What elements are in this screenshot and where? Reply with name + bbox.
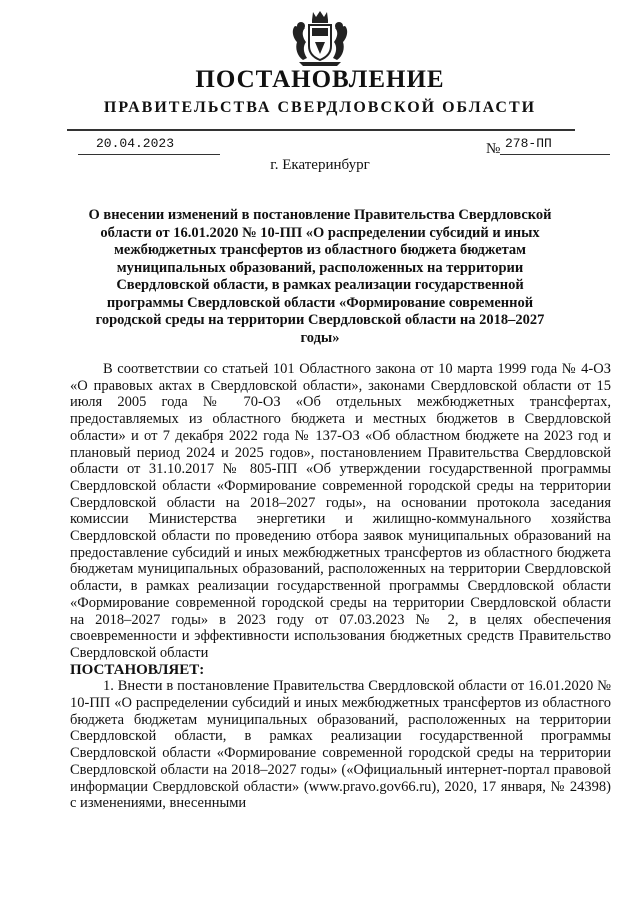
- city-line: г. Екатеринбург: [270, 157, 370, 173]
- number-underline: [500, 154, 610, 155]
- date-underline: [78, 154, 220, 155]
- document-number: 278-ПП: [505, 136, 552, 151]
- preamble-paragraph: В соответствии со статьей 101 Областного закона от 10 марта 1999 года № 4-ОЗ «О правовых актах в Свердловской области», законами Свердловской области от 15 июля 2005 года № 70-ОЗ «Об отдельных межбюджетных трансфертах, предоставляемых из областного бюджета и местных бюджетов в Свердловской области» и от 7 декабря 2022 года № 137-ОЗ «Об областном бюджете на 2023 год и плановый период 2024 и 2025 годов», постановлением Правительства Свердловской области от 31.10.2017 № 805-ПП «Об утверждении государственной программы Свердловской области «Формирование современной городской среды на территории Свердловской области на 2018–2027 годы», на основании протокола заседания комиссии Министерства энергетики и жилищно-коммунального хозяйства Свердловской области по проведению отбора заявок муниципальных образований на предоставление субсидий и иных межбюджетных трансфертов из областного бюджета бюджетам муниципальных образований, расположенных на территории Свердловской области, в рамках реализации государственной программы Свердловской области «Формирование современной городской среды на территории Свердловской области на 2018–2027 годы» в 2023 году от 07.03.2023 № 2, в целях обеспечения своевременности и эффективности использования бюджетных средств Правительство Свердловской области: [70, 361, 611, 661]
- document-subject: О внесении изменений в постановление Правительства Свердловской области от 16.01.2020 № 10-ПП «О распределении субсидий и иных межбюджетных трансфертов из областного бюджета бюджетам муниципальных образований, расположенных на территории Свердловской области, в рамках реализации государственной программы Свердловской области «Формирование современной городской среды на территории Свердловской области на 2018–2027 годы»: [88, 207, 552, 346]
- number-sign: №: [486, 141, 501, 157]
- coat-of-arms-icon: [287, 8, 353, 68]
- postanovlyaet-heading: ПОСТАНОВЛЯЕТ:: [70, 661, 205, 678]
- document-date: 20.04.2023: [96, 136, 175, 151]
- item-1-paragraph: 1. Внести в постановление Правительства Свердловской области от 16.01.2020 № 10-ПП «О распределении субсидий и иных межбюджетных трансфертов из областного бюджета бюджетам муниципальных образований, расположенных на территории Свердловской области, в рамках реализации государственной программы Свердловской области «Формирование современной городской среды на территории Свердловской области на 2018–2027 годы» («Официальный интернет-портал правовой информации Свердловской области» (www.pravo.gov66.ru), 2020, 17 января, № 24398) с изменениями, внесенными: [70, 678, 611, 812]
- document-title: ПОСТАНОВЛЕНИЕ: [195, 66, 445, 93]
- document-body: [70, 361, 611, 812]
- issuer-line: ПРАВИТЕЛЬСТВА СВЕРДЛОВСКОЙ ОБЛАСТИ: [103, 99, 537, 116]
- header-divider: [67, 129, 575, 131]
